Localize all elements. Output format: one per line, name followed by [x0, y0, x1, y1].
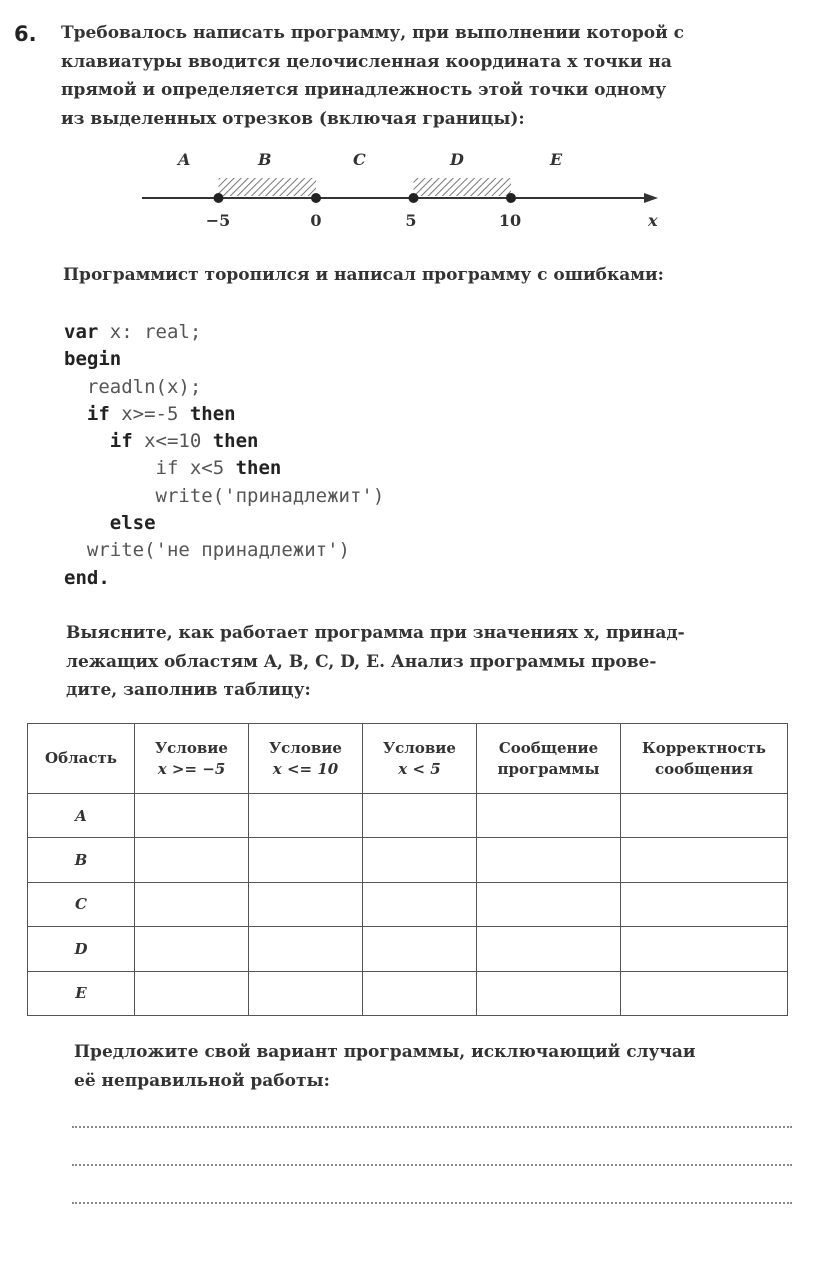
answer-cell[interactable] [249, 794, 363, 838]
task-intro [61, 19, 777, 133]
axis-label-x: x [648, 211, 658, 230]
code-line: write('не принадлежит') [64, 539, 350, 562]
boundary-point [506, 193, 516, 203]
tick-label: 5 [405, 211, 417, 230]
code-line: end. [64, 566, 110, 589]
answer-cell[interactable] [135, 838, 249, 882]
number-line-diagram [130, 140, 690, 240]
analysis-table [27, 723, 788, 1016]
row-area-label: A [28, 794, 135, 838]
answer-cell[interactable] [477, 794, 621, 838]
code-line: readln(x); [64, 375, 202, 398]
answer-cell[interactable] [249, 838, 363, 882]
header-cond1: Условие x >= −5 [135, 724, 249, 794]
suggestion-line: её неправильной работы: [74, 1070, 330, 1091]
row-area-label: E [28, 971, 135, 1015]
question-text [66, 619, 784, 705]
region-label-e: E [550, 150, 563, 169]
code-line: if x>=-5 then [86, 402, 236, 425]
shaded-segment [414, 178, 512, 196]
table-row [28, 927, 788, 971]
question-line: лежащих областям A, B, C, D, E. Анализ программы прове- [66, 651, 657, 672]
code-line: if x<=10 then [109, 430, 259, 453]
answer-cell[interactable] [135, 927, 249, 971]
statement-line: Программист торопился и написал программу с ошибками: [63, 265, 664, 285]
answer-cell[interactable] [477, 882, 621, 926]
code-listing [64, 319, 384, 592]
intro-line: из выделенных отрезков (включая границы): [61, 108, 525, 129]
answer-cell[interactable] [363, 927, 477, 971]
tick-label: 0 [310, 211, 322, 230]
answer-cell[interactable] [477, 838, 621, 882]
code-line: begin [64, 348, 122, 371]
row-area-label: C [28, 882, 135, 926]
answer-cell[interactable] [135, 794, 249, 838]
code-line: var x: real; [64, 321, 202, 343]
answer-cell[interactable] [621, 927, 788, 971]
answer-cell[interactable] [363, 971, 477, 1015]
answer-cell[interactable] [135, 971, 249, 1015]
boundary-point [409, 193, 419, 203]
intro-line: прямой и определяется принадлежность этой точки одному [61, 80, 667, 100]
answer-cell[interactable] [621, 838, 788, 882]
answer-cell[interactable] [621, 971, 788, 1015]
row-area-label: B [28, 838, 135, 882]
table-header-row [28, 724, 788, 794]
table-row [28, 971, 788, 1015]
axis-arrow-icon [644, 193, 658, 203]
region-label-d: D [450, 150, 464, 169]
answer-cell[interactable] [135, 882, 249, 926]
header-correctness: Корректность сообщения [621, 724, 788, 794]
answer-line[interactable] [72, 1164, 792, 1166]
answer-line[interactable] [72, 1202, 792, 1204]
question-line: Выясните, как работает программа при значениях x, принад- [66, 623, 685, 643]
region-label-b: B [258, 150, 272, 169]
answer-cell[interactable] [249, 971, 363, 1015]
region-label-c: C [353, 150, 366, 169]
question-line: дите, заполнив таблицу: [66, 680, 311, 700]
statement-text [63, 261, 763, 290]
answer-cell[interactable] [621, 882, 788, 926]
answer-cell[interactable] [363, 838, 477, 882]
answer-line[interactable] [72, 1126, 792, 1128]
answer-cell[interactable] [249, 882, 363, 926]
intro-line: Требовалось написать программу, при выполнении которой с [61, 23, 685, 43]
code-line: else [109, 512, 156, 535]
header-area: Область [28, 724, 135, 794]
header-cond2: Условие x <= 10 [249, 724, 363, 794]
boundary-point [214, 193, 224, 203]
shaded-segment [219, 178, 317, 196]
boundary-point [311, 193, 321, 203]
tick-label: −5 [205, 211, 231, 230]
header-message: Сообщение программы [477, 724, 621, 794]
suggestion-line: Предложите свой вариант программы, исключающий случаи [74, 1042, 696, 1062]
answer-cell[interactable] [249, 927, 363, 971]
code-line: write('принадлежит') [64, 484, 385, 507]
table-row [28, 838, 788, 882]
region-label-a: A [178, 150, 191, 169]
code-line: if x<5 then [64, 457, 282, 480]
tick-label: 10 [498, 211, 522, 230]
intro-line: клавиатуры вводится целочисленная координата x точки на [61, 51, 672, 72]
row-area-label: D [28, 927, 135, 971]
answer-cell[interactable] [363, 794, 477, 838]
suggestion-text [74, 1038, 790, 1095]
answer-cell[interactable] [477, 927, 621, 971]
answer-cell[interactable] [621, 794, 788, 838]
table-row [28, 882, 788, 926]
table-row [28, 794, 788, 838]
answer-cell[interactable] [363, 882, 477, 926]
header-cond3: Условие x < 5 [363, 724, 477, 794]
task-number: 6. [14, 22, 37, 46]
answer-cell[interactable] [477, 971, 621, 1015]
